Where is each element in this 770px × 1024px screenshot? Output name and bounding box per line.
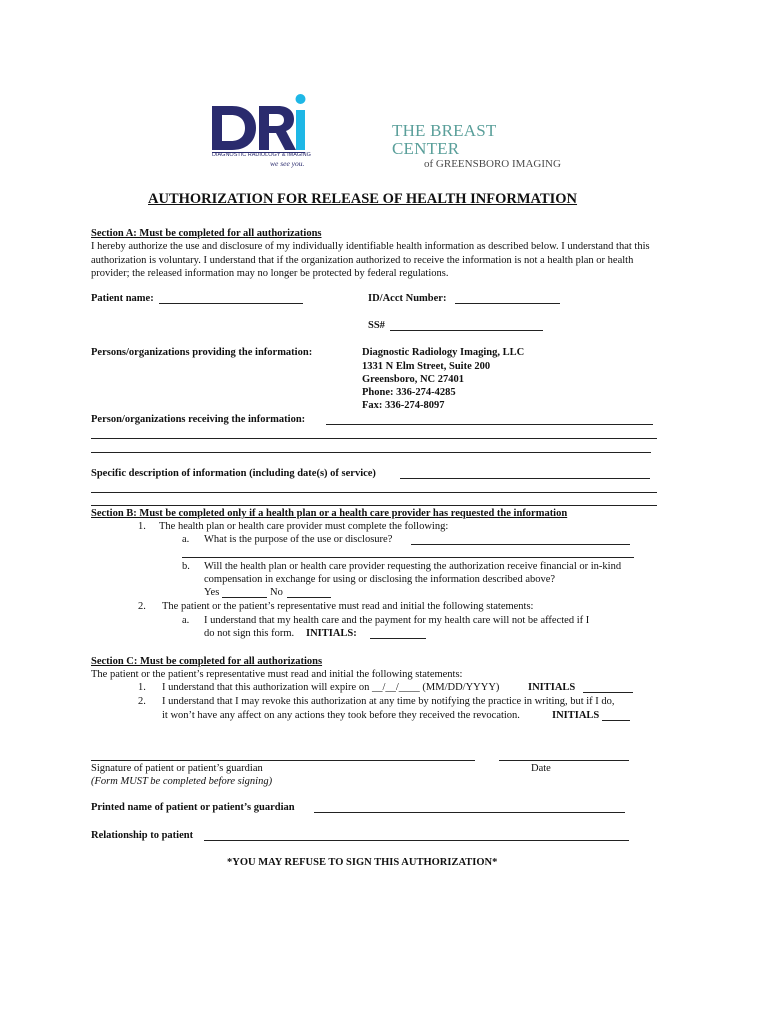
id-acct-label: ID/Acct Number: (368, 293, 447, 304)
ss-field[interactable] (390, 330, 543, 331)
printed-name-label: Printed name of patient or patient’s guardian (91, 802, 295, 813)
specific-description-field-1[interactable] (400, 478, 650, 479)
section-b-heading: Section B: Must be completed only if a health plan or a health care provider has requested the information (91, 508, 568, 519)
revocation-statement-line2: it won’t have any affect on any actions they took before they received the revocation. (162, 710, 520, 721)
expiration-initials-label: INITIALS (528, 682, 576, 693)
section-a-intro: I hereby authorize the use and disclosure of my individually identifiable health information as described below. I understand that this authorization is voluntary. I understand that if the organization authorized to receive the information is not a health plan or health provider; the released information may no longer be protected by federal regulations. (91, 241, 650, 279)
provider-street: 1331 N Elm Street, Suite 200 (362, 361, 491, 372)
signature-field[interactable] (91, 760, 475, 761)
date-field[interactable] (499, 760, 629, 761)
refuse-notice: *YOU MAY REFUSE TO SIGN THIS AUTHORIZATION* (227, 857, 498, 868)
no-field[interactable] (287, 597, 331, 598)
relationship-label: Relationship to patient (91, 830, 194, 841)
expiration-initials-field[interactable] (583, 692, 633, 693)
provider-fax: Fax: 336-274-8097 (362, 400, 445, 411)
section-b-item1b-letter: b. (182, 561, 190, 572)
breast-center-name: THE BREAST CENTER (392, 121, 497, 158)
purpose-field-1[interactable] (411, 544, 630, 545)
compensation-question-line1: Will the health plan or health care provider requesting the authorization receive financial or in-kind (204, 561, 622, 572)
receiving-field-2[interactable] (91, 438, 657, 439)
providers-label: Persons/organizations providing the information: (91, 347, 313, 358)
section-c-item2-number: 2. (138, 696, 146, 707)
signature-note: (Form MUST be completed before signing) (91, 776, 273, 787)
section-b-item1a-letter: a. (182, 534, 190, 545)
revocation-initials-label: INITIALS (552, 710, 600, 721)
section-b-initials-field[interactable] (370, 638, 426, 639)
specific-description-field-2[interactable] (91, 492, 657, 493)
receiving-label: Person/organizations receiving the information: (91, 414, 306, 425)
dri-subtitle: DIAGNOSTIC RADIOLOGY & IMAGING (212, 152, 311, 158)
ss-label: SS# (368, 320, 385, 331)
purpose-field-2[interactable] (182, 557, 634, 558)
specific-description-field-3[interactable] (91, 505, 657, 506)
section-c-intro: The patient or the patient’s representative must read and initial the following statements: (91, 669, 463, 680)
section-b-item1-number: 1. (138, 521, 146, 532)
dri-tagline: we see you. (270, 159, 305, 168)
specific-description-label: Specific description of information (including date(s) of service) (91, 468, 376, 479)
yes-field[interactable] (222, 597, 267, 598)
provider-phone: Phone: 336-274-4285 (362, 387, 456, 398)
expiration-statement: I understand that this authorization will expire on __/__/____ (MM/DD/YYYY) (162, 682, 500, 693)
section-b-item2a-letter: a. (182, 615, 190, 626)
purpose-question: What is the purpose of the use or disclosure? (204, 534, 393, 545)
patient-name-field[interactable] (159, 303, 303, 304)
section-a-heading: Section A: Must be completed for all authorizations (91, 228, 322, 239)
section-b-initials-label: INITIALS: (306, 628, 357, 639)
section-c-heading: Section C: Must be completed for all authorizations (91, 656, 323, 667)
relationship-field[interactable] (204, 840, 629, 841)
no-label: No (270, 587, 283, 598)
dri-logo (210, 88, 310, 170)
provider-name: Diagnostic Radiology Imaging, LLC (362, 347, 525, 358)
breast-center-subtitle: of GREENSBORO IMAGING (424, 158, 561, 170)
signature-label: Signature of patient or patient’s guardian (91, 763, 263, 774)
printed-name-field[interactable] (314, 812, 625, 813)
yes-label: Yes (204, 587, 220, 598)
section-b-item1-text: The health plan or health care provider must complete the following: (159, 521, 449, 532)
revocation-initials-field[interactable] (602, 720, 630, 721)
section-c-item1-number: 1. (138, 682, 146, 693)
provider-city: Greensboro, NC 27401 (362, 374, 464, 385)
id-acct-field[interactable] (455, 303, 560, 304)
receiving-field-3[interactable] (91, 452, 651, 453)
compensation-question-line2: compensation in exchange for using or disclosing the information described above? (204, 574, 556, 585)
patient-name-label: Patient name: (91, 293, 154, 304)
revocation-statement-line1: I understand that I may revoke this authorization at any time by notifying the practice in writing, but if I do, (162, 696, 615, 707)
section-b-item2-number: 2. (138, 601, 146, 612)
receiving-field-1[interactable] (326, 424, 653, 425)
care-not-affected-line2: do not sign this form. (204, 628, 295, 639)
section-b-item2-text: The patient or the patient’s representative must read and initial the following statements: (162, 601, 534, 612)
care-not-affected-line1: I understand that my health care and the payment for my health care will not be affected if I (204, 615, 590, 626)
date-label: Date (531, 763, 551, 774)
form-title: AUTHORIZATION FOR RELEASE OF HEALTH INFORMATION (148, 191, 578, 207)
breast-center-logo (392, 121, 562, 170)
